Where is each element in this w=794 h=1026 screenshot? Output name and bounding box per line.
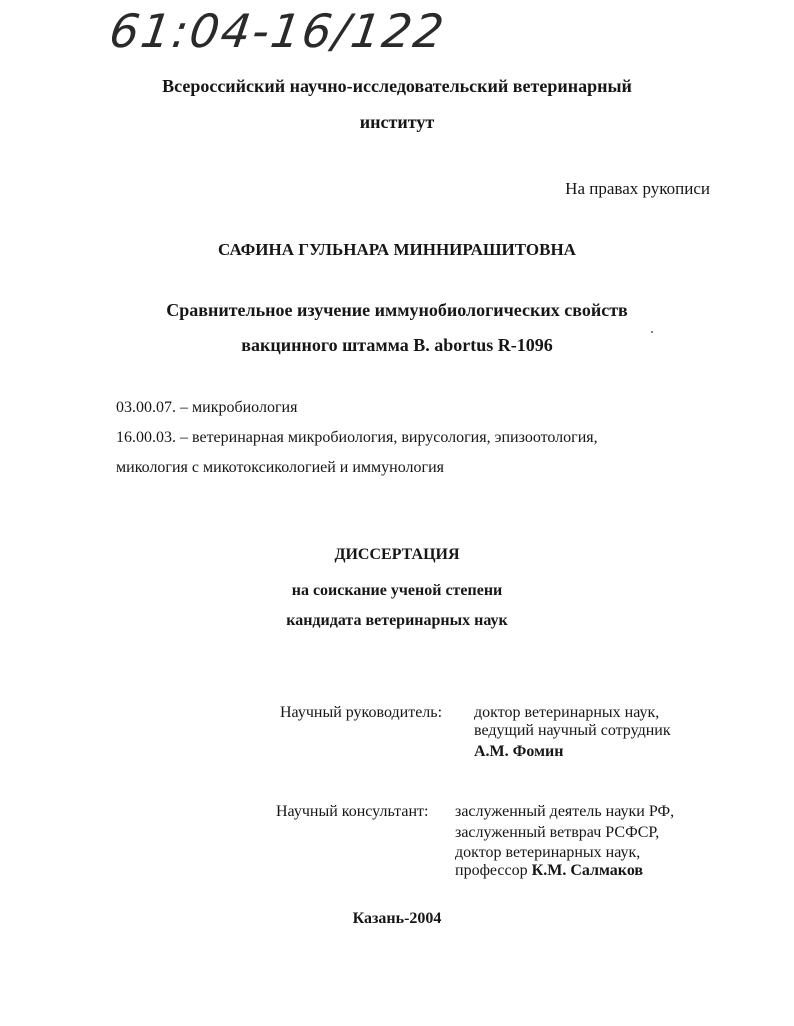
- title-line-2: вакцинного штамма B. abortus R-1096: [241, 335, 553, 355]
- supervisor-name: А.М. Фомин: [474, 743, 564, 760]
- consultant-name: К.М. Салмаков: [531, 862, 644, 879]
- supervisor-label: Научный руководитель:: [280, 704, 443, 721]
- consultant-line-1: заслуженный деятель науки РФ,: [455, 803, 675, 820]
- institute-line-1: Всероссийский научно-исследовательский ветеринарный: [162, 76, 632, 96]
- dissertation-line-2: кандидата ветеринарных наук: [286, 612, 508, 629]
- dissertation-heading: ДИССЕРТАЦИЯ: [334, 546, 460, 563]
- scan-speckle: [651, 331, 653, 333]
- institute-line-2: институт: [359, 112, 435, 132]
- consultant-title: профессор: [455, 862, 528, 879]
- manuscript-rights: На правах рукописи: [565, 179, 710, 198]
- specialty-line-2: 16.00.03. – ветеринарная микробиология, вирусология, эпизоотология,: [116, 429, 598, 446]
- place-year: Казань-2004: [352, 910, 442, 927]
- consultant-line-4: [455, 862, 643, 880]
- dissertation-line-1: на соискание ученой степени: [291, 582, 503, 599]
- specialty-line-3: микология с микотоксикологией и иммунология: [116, 459, 444, 476]
- consultant-label: Научный консультант:: [276, 803, 429, 820]
- author-name: САФИНА ГУЛЬНАРА МИННИРАШИТОВНА: [218, 240, 576, 259]
- supervisor-line-1: доктор ветеринарных наук,: [474, 704, 660, 721]
- consultant-line-3: доктор ветеринарных наук,: [455, 844, 641, 861]
- handwritten-archive-code: 61:04-16/122: [106, 4, 449, 58]
- consultant-line-2: заслуженный ветврач РСФСР,: [455, 824, 660, 841]
- specialty-line-1: 03.00.07. – микробиология: [116, 399, 298, 416]
- supervisor-line-2: ведущий научный сотрудник: [474, 722, 671, 739]
- title-line-1: Сравнительное изучение иммунобиологических свойств: [166, 300, 628, 320]
